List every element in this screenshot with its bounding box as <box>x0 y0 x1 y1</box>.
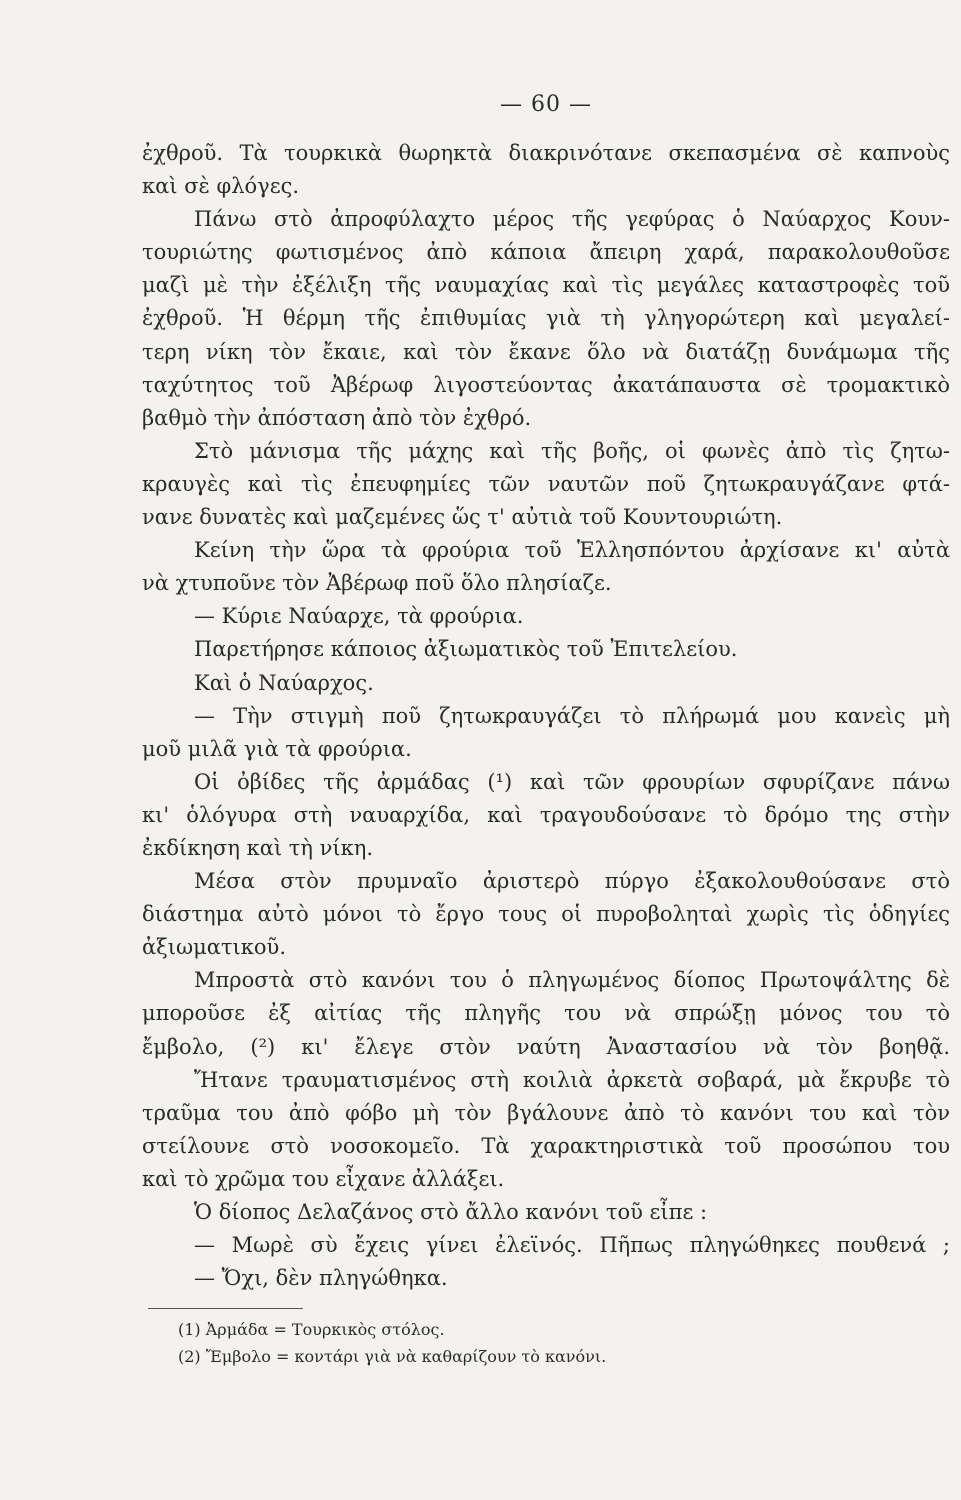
text-line: τουριώτης φωτισμένος ἀπὸ κάποια ἄπειρη χαρά, παρακολουθοῦσε <box>142 240 950 265</box>
text-line: στείλουνε στὸ νοσοκομεῖο. Τὰ χαρακτηριστικὰ τοῦ προσώπου του <box>142 1133 950 1158</box>
text-line: ἔμβολο, (²) κι' ἔλεγε στὸν ναύτη Ἀναστασίου νὰ τὸν βοηθᾷ. <box>142 1034 950 1059</box>
footnotes <box>178 1316 606 1370</box>
text-line: καὶ σὲ φλόγες. <box>142 174 300 199</box>
text-line: — Τὴν στιγμὴ ποῦ ζητωκραυγάζει τὸ πλήρωμά μου κανεὶς μὴ <box>194 703 950 728</box>
text-line: τερη νίκη τὸν ἔκαιε, καὶ τὸν ἔκανε ὅλο νὰ διατάζῃ δυνάμωμα τῆς <box>142 339 950 364</box>
text-line: — Μωρὲ σὺ ἔχεις γίνει ἐλεϊνός. Πῆπως πληγώθηκες πουθενά ; <box>194 1233 950 1258</box>
text-line: ἐκδίκηση καὶ τὴ νίκη. <box>142 835 374 860</box>
footnote: (2) Ἔμβολο = κοντάρι γιὰ νὰ καθαρίζουν τὸ κανόνι. <box>178 1347 607 1366</box>
text-line: Στὸ μάνισμα τῆς μάχης καὶ τῆς βοῆς, οἱ φωνὲς ἀπὸ τὶς ζητω- <box>194 438 950 463</box>
text-line: Μπροστὰ στὸ κανόνι του ὁ πληγωμένος δίοπος Πρωτοψάλτης δὲ <box>194 968 950 993</box>
text-line: Μέσα στὸν πρυμναῖο ἀριστερὸ πύργο ἐξακολουθούσανε στὸ <box>194 869 950 894</box>
text-line: βαθμὸ τὴν ἀπόσταση ἀπὸ τὸν ἐχθρό. <box>142 405 532 430</box>
text-line: — Κύριε Ναύαρχε, τὰ φρούρια. <box>194 604 524 629</box>
text-line: τραῦμα του ἀπὸ φόβο μὴ τὸν βγάλουνε ἀπὸ τὸ κανόνι του καὶ τὸν <box>142 1100 950 1125</box>
page-number: — 60 — <box>500 92 592 117</box>
text-line: κραυγὲς καὶ τὶς ἐπευφημίες τῶν ναυτῶν ποῦ ζητωκραυγάζανε φτά- <box>142 471 950 496</box>
text-line: μοῦ μιλᾶ γιὰ τὰ φρούρια. <box>142 736 412 761</box>
text-line: μποροῦσε ἐξ αἰτίας τῆς πληγῆς του νὰ σπρώξῃ μόνος του τὸ <box>142 1001 950 1026</box>
body-text <box>142 137 950 1295</box>
text-line: κι' ὁλόγυρα στὴ ναυαρχίδα, καὶ τραγουδούσανε τὸ δρόμο της στὴν <box>142 802 950 827</box>
text-line: καὶ τὸ χρῶμα του εἶχανε ἀλλάξει. <box>142 1166 505 1191</box>
text-line: Κείνη τὴν ὥρα τὰ φρούρια τοῦ Ἑλλησπόντου ἀρχίσανε κι' αὐτὰ <box>194 538 950 563</box>
text-line: μαζὶ μὲ τὴν ἐξέλιξη τῆς ναυμαχίας καὶ τὶς μεγάλες καταστροφὲς τοῦ <box>142 273 950 298</box>
text-line: νανε δυνατὲς καὶ μαζεμένες ὥς τ' αὐτιὰ τοῦ Κουντουριώτη. <box>142 505 783 530</box>
text-line: — Ὄχι, δὲν πληγώθηκα. <box>194 1266 448 1291</box>
text-line: Παρετήρησε κάποιος ἀξιωματικὸς τοῦ Ἐπιτελείου. <box>194 637 738 662</box>
text-line: ἀξιωματικοῦ. <box>142 935 286 960</box>
text-line: ἐχθροῦ. Τὰ τουρκικὰ θωρηκτὰ διακρινότανε σκεπασμένα σὲ καπνοὺς <box>142 141 950 165</box>
text-line: Οἱ ὀβίδες τῆς ἀρμάδας (¹) καὶ τῶν φρουρίων σφυρίζανε πάνω <box>194 769 950 794</box>
text-line: ἐχθροῦ. Ἡ θέρμη τῆς ἐπιθυμίας γιὰ τὴ γληγορώτερη καὶ μεγαλεί- <box>142 306 950 331</box>
text-line: νὰ χτυποῦνε τὸν Ἀβέρωφ ποῦ ὅλο πλησίαζε. <box>142 571 612 596</box>
text-line: Πάνω στὸ ἀπροφύλαχτο μέρος τῆς γεφύρας ὁ Ναύαρχος Κουν- <box>194 207 950 232</box>
text-line: διάστημα αὐτὸ μόνοι τὸ ἔργο τους οἱ πυροβοληταὶ χωρὶς τὶς ὁδηγίες <box>142 902 950 927</box>
footnote-divider <box>148 1308 303 1309</box>
text-line: Καὶ ὁ Ναύαρχος. <box>194 670 374 695</box>
text-line: Ὁ δίοπος Δελαζάνος στὸ ἄλλο κανόνι τοῦ εἶπε : <box>194 1200 708 1224</box>
text-line: ταχύτητος τοῦ Ἀβέρωφ λιγοστεύοντας ἀκατάπαυστα σὲ τρομακτικὸ <box>142 372 950 397</box>
text-line: Ἤτανε τραυματισμένος στὴ κοιλιὰ ἀρκετὰ σοβαρά, μὰ ἔκρυβε τὸ <box>194 1067 950 1092</box>
footnote: (1) Ἀρμάδα = Τουρκικὸς στόλος. <box>178 1320 445 1339</box>
